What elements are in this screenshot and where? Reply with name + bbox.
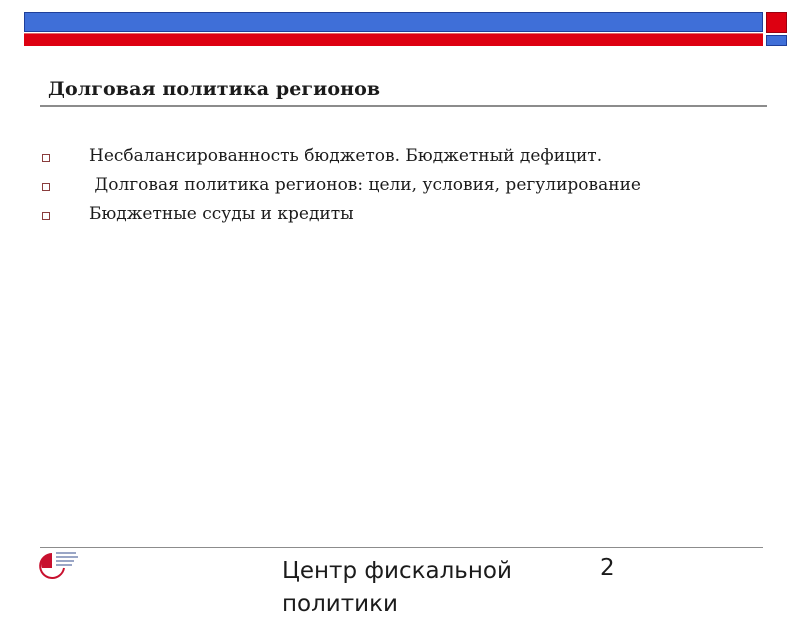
- hollow-square-bullet-icon: [42, 212, 50, 220]
- bullet-text: Бюджетные ссуды и кредиты: [89, 204, 354, 224]
- center-fiscal-policy-logo-icon: [38, 548, 84, 582]
- header-blue-bar: [24, 12, 763, 32]
- bullet-text: Долговая политика регионов: цели, условия, регулирование: [89, 175, 641, 195]
- slide-title: Долговая политика регионов: [48, 78, 381, 100]
- hollow-square-bullet-icon: [42, 154, 50, 162]
- footer-organization: Центр фискальной политики: [282, 558, 512, 617]
- header-red-bar: [24, 33, 763, 46]
- hollow-square-bullet-icon: [42, 183, 50, 191]
- header-blue-square: [766, 35, 787, 46]
- title-divider: [40, 105, 767, 107]
- bullet-text: Несбалансированность бюджетов. Бюджетный дефицит.: [89, 146, 603, 166]
- footer-divider: [40, 547, 763, 548]
- page-number: 2: [600, 555, 615, 581]
- header-red-square: [766, 12, 787, 33]
